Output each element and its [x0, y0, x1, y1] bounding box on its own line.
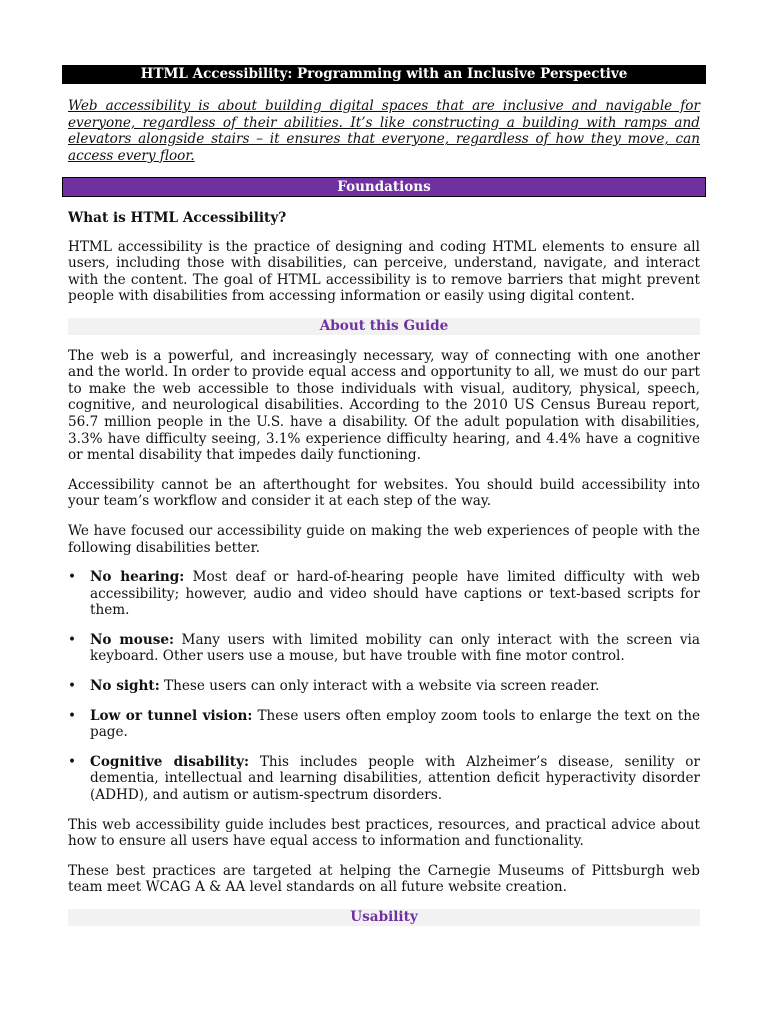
disability-list [68, 569, 700, 804]
about-paragraph-3: We have focused our accessibility guide on making the web experiences of people with the following disabilities better. [68, 522, 700, 556]
section-heading-foundations: Foundations [62, 177, 706, 197]
about-paragraph-5: These best practices are targeted at helping the Carnegie Museums of Pittsburgh web team meet WCAG A & AA level standards on all future website creation. [68, 862, 700, 896]
usability-heading: Usability [68, 909, 700, 926]
bullet-icon: • [68, 707, 77, 724]
what-is-paragraph: HTML accessibility is the practice of designing and coding HTML elements to ensure all users, including those with disabilities, can perceive, understand, navigate, and interact with the content. The goal of HTML accessibility is to remove barriers that might prevent people with disabilities from accessing information or easily using digital content. [68, 238, 700, 305]
list-item-label: Cognitive disability: [90, 753, 250, 770]
document-body [68, 210, 700, 939]
list-item-no-mouse [68, 632, 700, 665]
list-item-label: No mouse: [90, 631, 175, 648]
list-item-text: Most deaf or hard-of-hearing people have limited difficulty with web accessibility; however, audio and video should have captions or text-based scripts for them. [90, 569, 700, 619]
list-item-no-hearing [68, 569, 700, 619]
what-is-heading: What is HTML Accessibility? [68, 210, 287, 226]
bullet-icon: • [68, 569, 77, 586]
list-item-text: These users can only interact with a website via screen reader. [159, 678, 600, 695]
intro-paragraph: Web accessibility is about building digital spaces that are inclusive and navigable for everyone, regardless of their abilities. It’s like constructing a building with ramps and elevators alongside stairs – it ensures that everyone, regardless of how they move, can access every floor. [68, 98, 700, 164]
about-paragraph-2: Accessibility cannot be an afterthought for websites. You should build accessibility into your team’s workflow and consider it at each step of the way. [68, 476, 700, 510]
list-item-text: These users often employ zoom tools to enlarge the text on the page. [90, 707, 700, 741]
list-item-text: This includes people with Alzheimer’s disease, senility or dementia, intellectual and learning disabilities, attention deficit hyperactivity disorder (ADHD), and autism or autism-spectrum disorders. [90, 753, 700, 804]
document-title: HTML Accessibility: Programming with an Inclusive Perspective [62, 65, 706, 84]
about-paragraph-4: This web accessibility guide includes best practices, resources, and practical advice about how to ensure all users have equal access to information and functionality. [68, 816, 700, 850]
list-item-cognitive [68, 754, 700, 804]
list-item-text: Many users with limited mobility can only interact with the screen via keyboard. Other users use a mouse, but have trouble with fine motor control. [90, 631, 700, 665]
bullet-icon: • [68, 678, 77, 695]
about-guide-heading: About this Guide [68, 318, 700, 335]
list-item-label: Low or tunnel vision: [90, 707, 253, 724]
bullet-icon: • [68, 631, 77, 648]
list-item-no-sight [68, 678, 700, 695]
bullet-icon: • [68, 753, 77, 770]
list-item-label: No hearing: [90, 569, 185, 586]
list-item-low-vision [68, 708, 700, 741]
list-item-label: No sight: [90, 678, 160, 695]
about-paragraph-1: The web is a powerful, and increasingly necessary, way of connecting with one another and the world. In order to provide equal access and opportunity to all, we must do our part to make the web accessible to those individuals with visual, auditory, physical, speech, cognitive, and neurological disabilities. According to the 2010 US Census Bureau report, 56.7 million people in the U.S. have a disability. Of the adult population with disabilities, 3.3% have difficulty seeing, 3.1% experience difficulty hearing, and 4.4% have a cognitive or mental disability that impedes daily functioning. [68, 347, 700, 464]
